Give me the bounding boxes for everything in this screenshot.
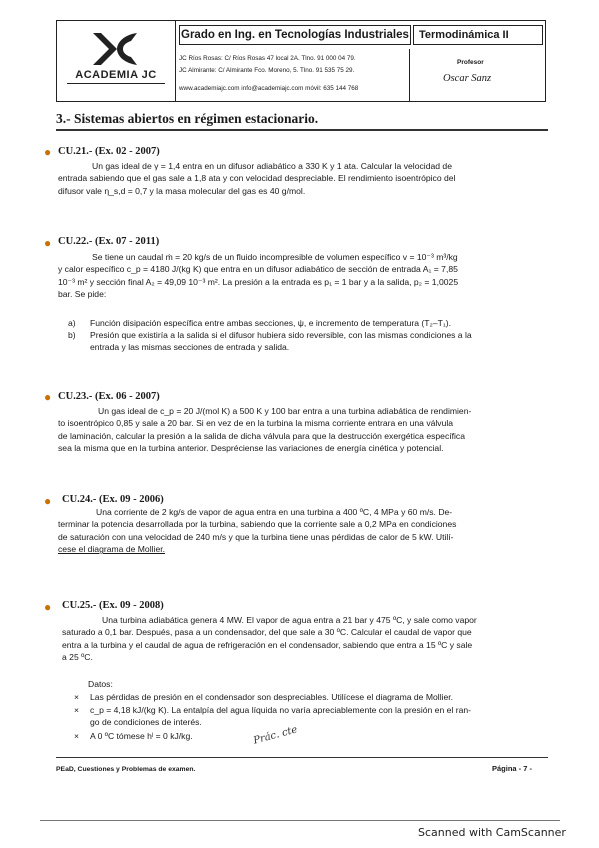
item-label: b) (68, 330, 76, 340)
scanner-watermark: Scanned with CamScanner (418, 826, 566, 839)
text-line: Una corriente de 2 kg/s de vapor de agua entra en una turbina a 400 ºC, 4 MPa y 60 m/s. De- (96, 507, 453, 517)
text-line: A 0 ºC tómese hˡ = 0 kJ/kg. (90, 731, 193, 741)
header-box (56, 20, 546, 102)
text-line: Una turbina adiabática genera 4 MW. El vapor de agua entra a 21 bar y 475 ºC, y sale como vapor (102, 615, 477, 625)
scan-rule (40, 820, 560, 821)
text-line: Presión que existiría a la salida si el difusor hubiera sido reversible, con las mismas condiciones a la (90, 330, 472, 340)
text-line: terminar la potencia desarrollada por la turbina, sabiendo que la corriente sale a 0,2 MPa en condiciones (58, 519, 457, 530)
page-number: Página - 7 - (492, 764, 533, 773)
text-line: difusor vale η_s,d = 0,7 y la masa molecular del gas es 40 g/mol. (58, 185, 306, 196)
text-line: Un gas ideal de c_p = 20 J/(mol K) a 500 K y 100 bar entra a una turbina adiabática de rendimien- (98, 406, 472, 416)
logo-text: ACADEMIA JC (75, 69, 157, 81)
text-line: to isoentrópico 0,85 y sale a 20 bar. Si en vez de en la turbina la misma corriente entrara en una válvula (58, 418, 454, 429)
data-item (90, 691, 548, 703)
problem-title: CU.25.- (Ex. 09 - 2008) (62, 600, 164, 611)
section-title: 3.- Sistemas abiertos en régimen estacionario. (56, 111, 319, 126)
header-divider (409, 49, 410, 101)
problem-text (58, 506, 548, 556)
text-line: entrada sabiendo que el gas sale a 1,8 ata y con velocidad despreciable. El rendimiento isoentrópico del (58, 173, 456, 184)
text-line: de saturación con una velocidad de 240 m/s y que la turbina tiene unas pérdidas de calor de 5 kW. Utilí- (58, 531, 454, 542)
text-line: bar. Se pide: (58, 289, 107, 300)
professor-label: Profesor (457, 59, 484, 66)
address-line-2: JC Almirante: C/ Almirante Fco. Moreno, 5. Tlno. 91 535 75 29. (179, 67, 355, 74)
logo-cell (57, 21, 176, 101)
logo-underline (67, 83, 165, 84)
text-line: Función disipación específica entre ambas secciones, ψ, e incremento de temperatura (T₂–T₁). (90, 318, 452, 328)
text-line: Las pérdidas de presión en el condensador son despreciables. Utilícese el diagrama de Mollier. (90, 692, 454, 702)
problem-title: CU.24.- (Ex. 09 - 2006) (62, 494, 164, 505)
handwritten-note: Prác. cte (252, 724, 299, 747)
text-line: cese el diagrama de Mollier. (58, 544, 165, 555)
text-line: sea la misma que en la turbina anterior. Despréciense las variaciones de energía cinética y potencial. (58, 443, 444, 454)
text-line: de laminación, calcular la presión a la salida de dicha válvula para que la destrucción exergética específica (58, 430, 466, 441)
bullet-icon: ● (44, 390, 52, 404)
text-line: 10⁻³ m² y sección final A₂ = 49,09 10⁻³ m². La presión a la entrada es p₁ = 1 bar y a la salida, p₂ = 1,0025 (58, 276, 459, 287)
footer-left: PEaD, Cuestiones y Problemas de examen. (56, 766, 196, 773)
professor-name: Oscar Sanz (443, 73, 492, 84)
item-label: a) (68, 318, 76, 328)
text-line: entrada y las mismas secciones de entrada y salida. (90, 342, 290, 353)
text-line: saturado a 0,1 bar. Después, pasa a un condensador, del que sale a 30 ºC. Calcular el caudal de vapor que (62, 627, 472, 638)
degree-title: Grado en Ing. en Tecnologías Industriales (181, 29, 409, 41)
data-label: Datos: (88, 679, 113, 689)
academia-logo-icon (87, 29, 143, 69)
problem-title: CU.21.- (Ex. 02 - 2007) (58, 146, 160, 157)
problem-text (58, 405, 548, 455)
bullet-icon: ● (44, 236, 52, 250)
cross-bullet-icon: × (74, 692, 80, 702)
text-line: Se tiene un caudal ṁ = 20 kg/s de un fluido incompresible de volumen específico v = 10⁻³ m³/kg (92, 252, 458, 262)
text-line: a 25 ºC. (62, 652, 93, 663)
footer-rule (56, 757, 548, 758)
text-line: entra a la turbina y el caudal de agua de refrigeración en el condensador, sabiendo que entra a 15 ºC y sale (62, 639, 473, 650)
item-text (90, 317, 546, 329)
problem-text (62, 614, 548, 664)
bullet-icon: ● (44, 494, 52, 508)
cross-bullet-icon: × (74, 705, 80, 715)
subject-title: Termodinámica II (419, 29, 509, 41)
address-line-1: JC Ríos Rosas: C/ Ríos Rosas 47 local 2A. Tlno. 91 000 04 79. (179, 55, 356, 62)
data-item (90, 704, 548, 729)
problem-title: CU.23.- (Ex. 06 - 2007) (58, 391, 160, 402)
text-line: c_p = 4,18 kJ/(kg K). La entalpía del agua líquida no varía apreciablemente con la presión en el ran- (90, 705, 471, 715)
bullet-icon: ● (44, 145, 52, 159)
text-line: Un gas ideal de γ = 1,4 entra en un difusor adiabático a 330 K y 1 ata. Calcular la velocidad de (92, 161, 452, 171)
problem-title: CU.22.- (Ex. 07 - 2011) (58, 236, 160, 247)
section-rule (56, 129, 548, 131)
problem-text (58, 160, 548, 197)
bullet-icon: ● (44, 600, 52, 614)
cross-bullet-icon: × (74, 731, 80, 741)
item-text (90, 329, 546, 354)
text-line: y calor específico c_p = 4180 J/(kg K) que entra en un difusor adiabático de sección de entrada A₁ = 7,85 (58, 264, 458, 275)
text-line: go de condiciones de interés. (90, 717, 202, 728)
problem-text (58, 251, 548, 301)
contact-line: www.academiajc.com info@academiajc.com móvil: 635 144 768 (179, 85, 359, 92)
